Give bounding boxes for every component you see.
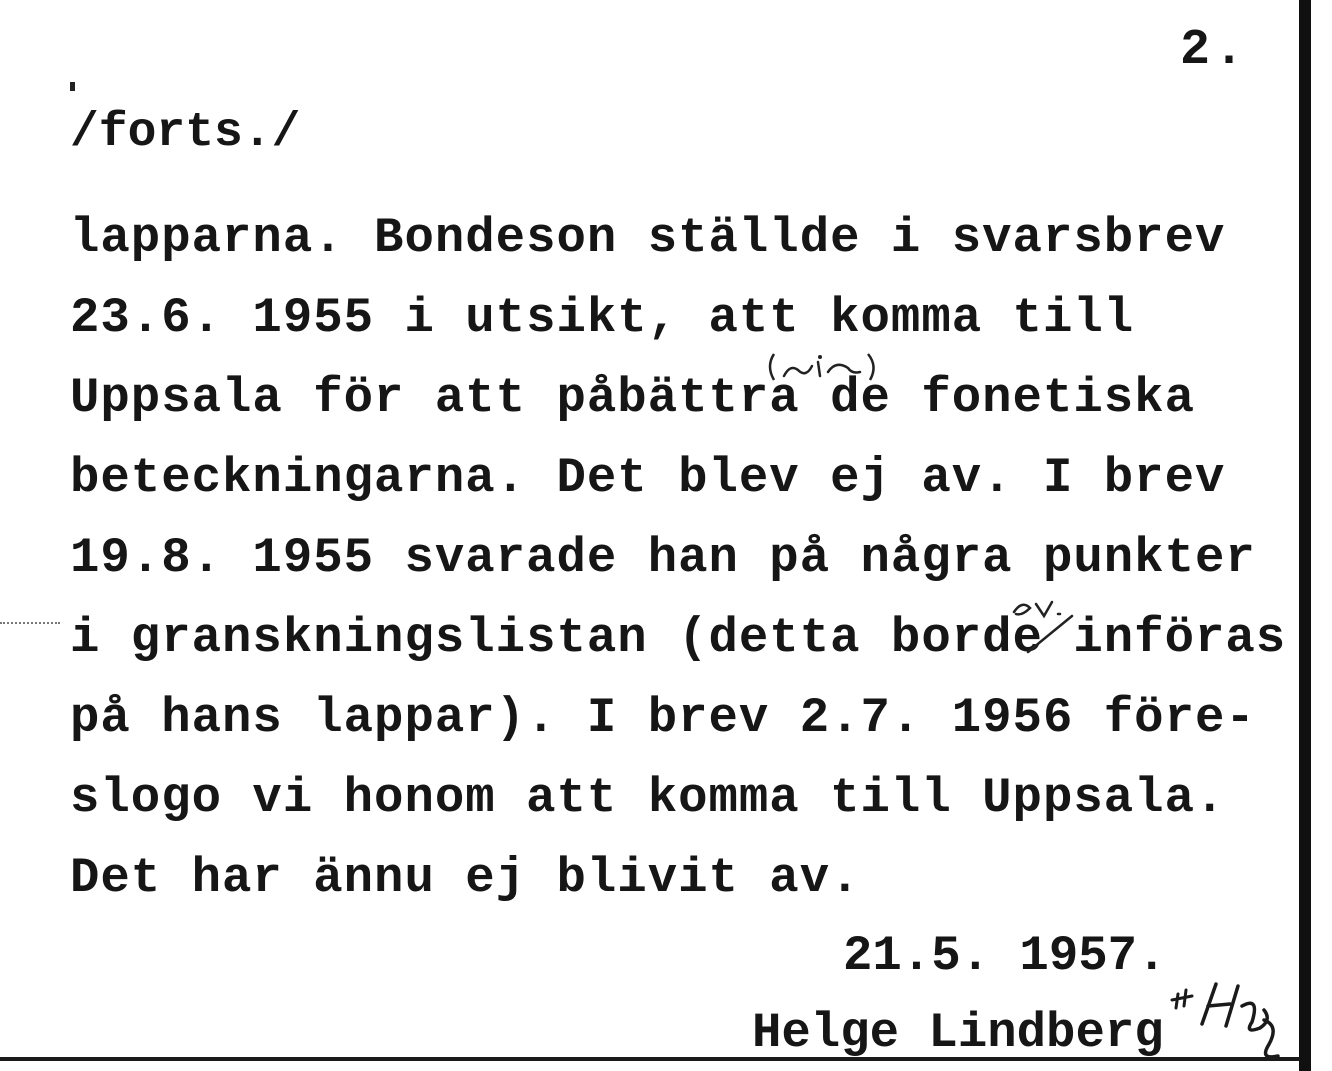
card-right-border — [1299, 0, 1311, 1071]
page-number: 2. — [1180, 22, 1249, 79]
handwritten-sic-note — [760, 348, 890, 386]
handwritten-insertion-note — [1006, 594, 1086, 656]
text-line: beteckningarna. Det blev ej av. I brev — [70, 450, 1226, 506]
text-line: Det har ännu ej blivit av. — [70, 850, 861, 906]
body-text — [70, 210, 1286, 930]
closing-date: 21.5. 1957. — [843, 928, 1167, 984]
ink-dot-mark — [70, 82, 75, 91]
handwritten-initials — [1168, 976, 1288, 1066]
text-line: 23.6. 1955 i utsikt, att komma till — [70, 290, 1135, 346]
signature-name: Helge Lindberg — [752, 1005, 1164, 1061]
text-line: i granskningslistan (detta borde införas — [70, 610, 1287, 666]
text-line: 19.8. 1955 svarade han på några punkter — [70, 530, 1256, 586]
text-line: lapparna. Bondeson ställde i svarsbrev — [70, 210, 1226, 266]
continuation-marker: /forts./ — [70, 106, 301, 160]
margin-tear-mark — [0, 622, 60, 626]
text-line: Uppsala för att påbättra de fonetiska — [70, 370, 1195, 426]
text-line: slogo vi honom att komma till Uppsala. — [70, 770, 1226, 826]
text-line: på hans lappar). I brev 2.7. 1956 före- — [70, 690, 1256, 746]
